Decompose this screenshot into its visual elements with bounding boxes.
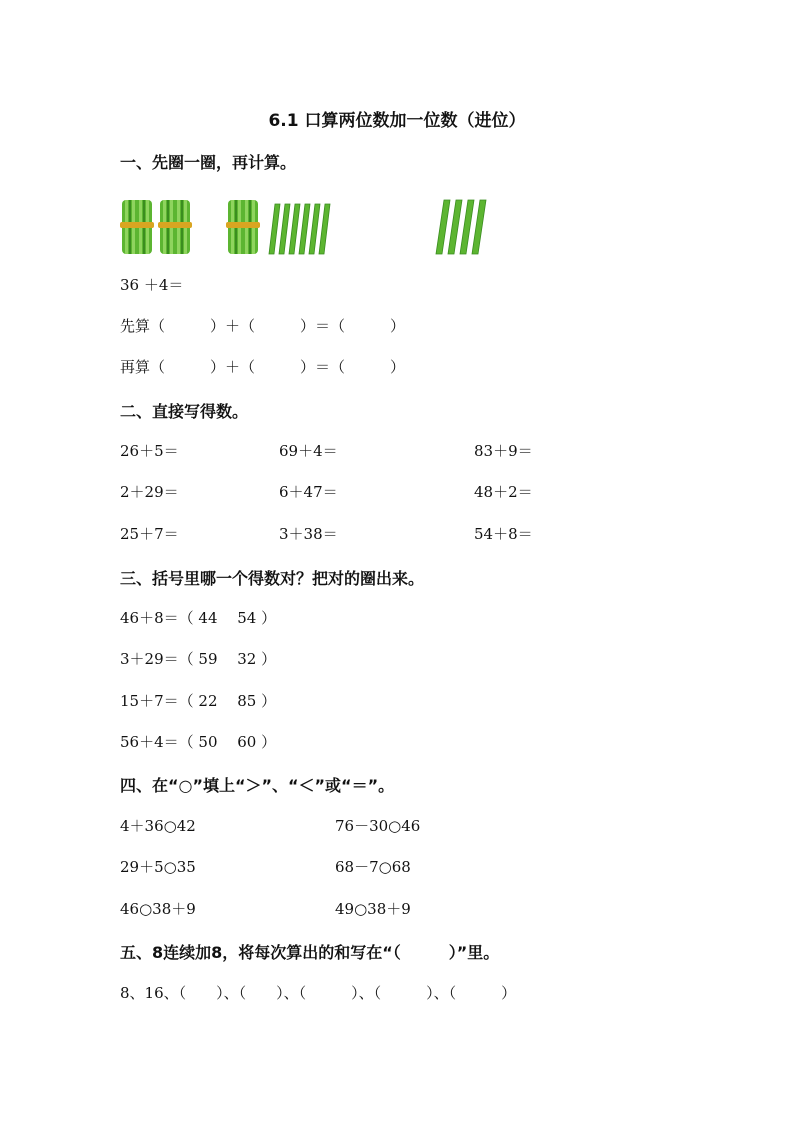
compare-item: 29＋5○35 (120, 858, 196, 876)
sequence-line: 8、16、（ ）、（ ）、（ ）、（ ）、（ ） (120, 984, 517, 1002)
single-sticks-group-3 (434, 196, 494, 258)
step-second-line: 再算（ ）＋（ ）＝（ ） (120, 358, 406, 376)
problem-item: 6＋47＝ (279, 483, 338, 501)
problem-item: 2＋29＝ (120, 483, 179, 501)
problem-item: 69＋4＝ (279, 442, 338, 460)
choice-item: 46＋8＝（ 44 54 ） (120, 609, 277, 627)
problem-item: 48＋2＝ (474, 483, 533, 501)
section-2-heading: 二、直接写得数。 (120, 402, 249, 421)
compare-item: 4＋36○42 (120, 817, 196, 835)
section-4-heading: 四、在“○”填上“＞”、“＜”或“＝”。 (120, 776, 395, 795)
choice-item: 15＋7＝（ 22 85 ） (120, 692, 277, 710)
problem-item: 83＋9＝ (474, 442, 533, 460)
compare-item: 46○38＋9 (120, 900, 196, 918)
choice-item: 3＋29＝（ 59 32 ） (120, 650, 277, 668)
compare-item: 49○38＋9 (335, 900, 411, 918)
section-3-heading: 三、括号里哪一个得数对？把对的圈出来。 (120, 569, 425, 588)
stick-bundle (226, 200, 260, 254)
stick-bundle-group-2 (226, 196, 332, 258)
problem-item: 3＋38＝ (279, 525, 338, 543)
compare-item: 68－7○68 (335, 858, 411, 876)
compare-item: 76－30○46 (335, 817, 421, 835)
problem-item: 25＋7＝ (120, 525, 179, 543)
section-1-heading: 一、先圈一圈，再计算。 (120, 153, 297, 172)
stick-bundle (158, 200, 192, 254)
equation: 36 ＋4＝ (120, 276, 184, 294)
problem-item: 54＋8＝ (474, 525, 533, 543)
step-first-line: 先算（ ）＋（ ）＝（ ） (120, 317, 406, 335)
problem-item: 26＋5＝ (120, 442, 179, 460)
choice-item: 56＋4＝（ 50 60 ） (120, 733, 277, 751)
section-5-heading: 五、8连续加8，将每次算出的和写在“（ ）”里。 (120, 943, 500, 962)
stick-bundle (120, 200, 154, 254)
page-title: 6.1 口算两位数加一位数（进位） (268, 111, 526, 131)
single-sticks (269, 204, 330, 254)
stick-bundle-group-1 (120, 196, 200, 258)
